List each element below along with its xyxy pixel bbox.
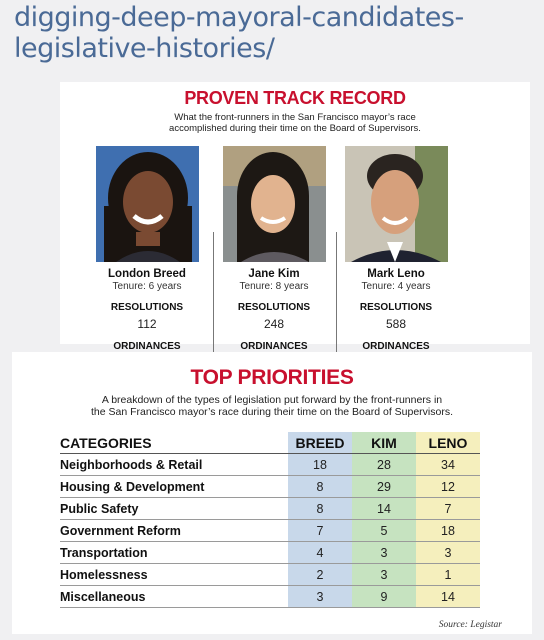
candidate-tenure: Tenure: 6 years — [112, 281, 182, 292]
subtitle-line: accomplished during their time on the Board of Supervisors. — [169, 123, 421, 134]
resolutions-label: RESOLUTIONS — [359, 302, 433, 313]
track-record-subtitle — [60, 112, 530, 134]
resolutions-label: RESOLUTIONS — [110, 302, 184, 313]
category-cell: Homelessness — [60, 564, 288, 586]
priorities-table — [60, 432, 480, 608]
category-cell: Neighborhoods & Retail — [60, 454, 288, 476]
ordinances-label: ORDINANCES — [113, 341, 181, 352]
category-cell: Housing & Development — [60, 476, 288, 498]
resolutions-value: 248 — [263, 317, 285, 331]
candidate-breed — [92, 146, 202, 352]
header-categories: CATEGORIES — [60, 432, 288, 454]
source-credit: Source: Legistar — [438, 620, 502, 630]
subtitle-line: What the front-runners in the San Francisco mayor’s race — [174, 112, 416, 123]
table-row — [60, 564, 480, 586]
kim-cell: 9 — [352, 586, 416, 608]
track-record-graphic — [60, 82, 530, 352]
leno-cell: 3 — [416, 542, 480, 564]
table-row — [60, 520, 480, 542]
breed-cell: 3 — [288, 586, 352, 608]
candidate-name: London Breed — [108, 268, 186, 280]
candidate-leno — [341, 146, 451, 352]
resolutions-value: 588 — [385, 317, 407, 331]
priorities-title: TOP PRIORITIES — [190, 366, 354, 389]
kim-cell: 28 — [352, 454, 416, 476]
ordinances-label: ORDINANCES — [362, 341, 430, 352]
category-cell: Miscellaneous — [60, 586, 288, 608]
header-leno: LENO — [416, 432, 480, 454]
resolutions-label: RESOLUTIONS — [237, 302, 311, 313]
breed-cell: 4 — [288, 542, 352, 564]
table-header-row — [60, 432, 480, 454]
subtitle-line: the San Francisco mayor’s race during their time on the Board of Supervisors. — [90, 406, 454, 418]
table-row — [60, 586, 480, 608]
leno-cell: 14 — [416, 586, 480, 608]
column-divider — [336, 232, 337, 352]
candidate-name: Jane Kim — [248, 268, 300, 280]
breed-cell: 7 — [288, 520, 352, 542]
kim-cell: 3 — [352, 564, 416, 586]
track-record-title: PROVEN TRACK RECORD — [184, 88, 406, 108]
leno-cell: 1 — [416, 564, 480, 586]
url-text: digging-deep-mayoral-candidates-legislative-histories/ — [14, 2, 464, 64]
subtitle-line: A breakdown of the types of legislation put forward by the front-runners in — [101, 394, 443, 406]
breed-cell: 8 — [288, 498, 352, 520]
leno-cell: 7 — [416, 498, 480, 520]
header-breed: BREED — [288, 432, 352, 454]
kim-cell: 3 — [352, 542, 416, 564]
header-kim: KIM — [352, 432, 416, 454]
kim-cell: 14 — [352, 498, 416, 520]
table-row — [60, 454, 480, 476]
leno-photo — [345, 146, 448, 262]
candidate-tenure: Tenure: 4 years — [361, 281, 431, 292]
kim-cell: 29 — [352, 476, 416, 498]
category-cell: Government Reform — [60, 520, 288, 542]
breed-cell: 18 — [288, 454, 352, 476]
kim-photo — [223, 146, 326, 262]
column-divider — [213, 232, 214, 352]
priorities-subtitle — [12, 394, 532, 418]
table-row — [60, 542, 480, 564]
breed-photo — [96, 146, 199, 262]
candidate-name: Mark Leno — [367, 268, 425, 280]
table-row — [60, 476, 480, 498]
ordinances-label: ORDINANCES — [240, 341, 308, 352]
breed-cell: 2 — [288, 564, 352, 586]
leno-cell: 34 — [416, 454, 480, 476]
category-cell: Public Safety — [60, 498, 288, 520]
table-row — [60, 498, 480, 520]
category-cell: Transportation — [60, 542, 288, 564]
kim-cell: 5 — [352, 520, 416, 542]
candidate-tenure: Tenure: 8 years — [239, 281, 309, 292]
leno-cell: 18 — [416, 520, 480, 542]
leno-cell: 12 — [416, 476, 480, 498]
breed-cell: 8 — [288, 476, 352, 498]
resolutions-value: 112 — [137, 317, 157, 331]
candidate-kim — [219, 146, 329, 352]
top-priorities-graphic — [12, 352, 532, 634]
